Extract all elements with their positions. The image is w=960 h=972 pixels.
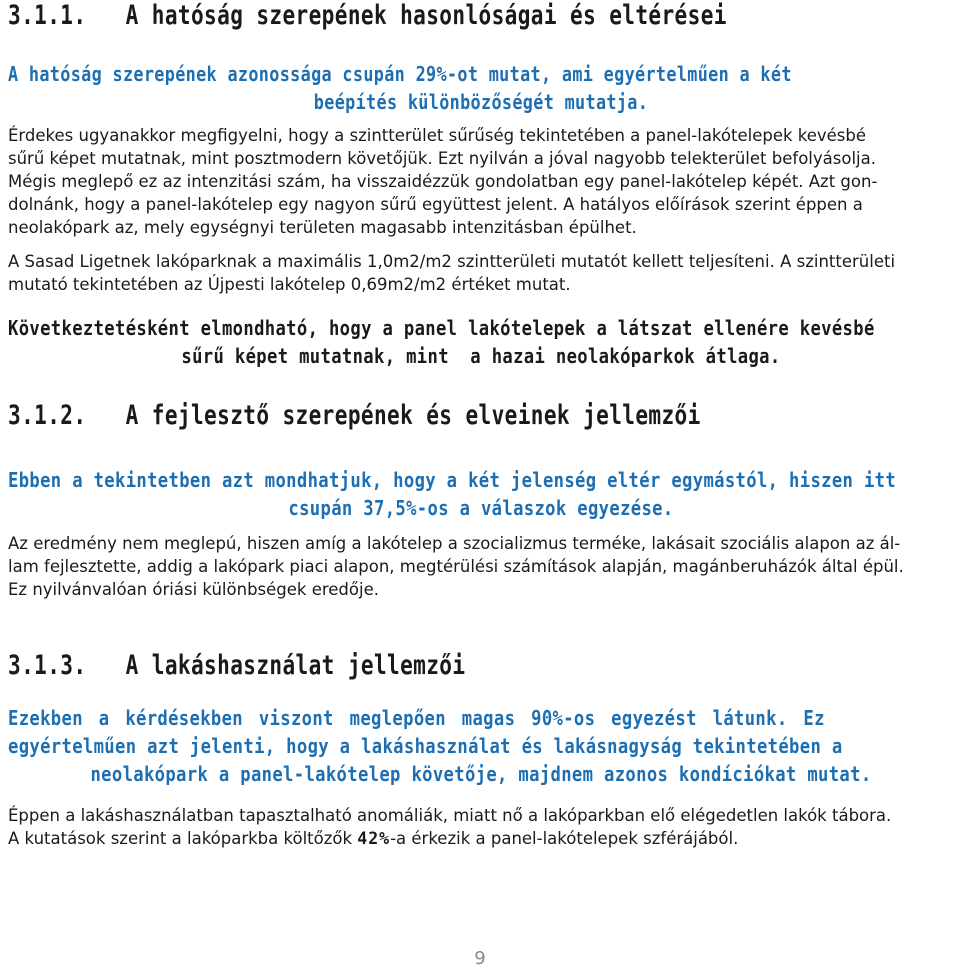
highlight-statement xyxy=(8,466,954,522)
highlight-line: Ezekben a kérdésekben viszont meglepően magas 90%-os egyezést látunk. Ez xyxy=(8,706,825,730)
body-line: dolnánk, hogy a panel-lakótelep egy nagyon sűrű együttest jelent. A hatályos előírások szerint éppen a xyxy=(8,195,863,214)
body-paragraph xyxy=(8,804,954,850)
highlight-statement xyxy=(8,60,954,116)
body-paragraph xyxy=(8,124,954,239)
highlight-line: Ebben a tekintetben azt mondhatjuk, hogy a két jelenség eltér egymástól, hiszen itt xyxy=(8,468,897,492)
section-title: A lakáshasználat jellemzői xyxy=(125,650,466,681)
body-line: Érdekes ugyanakkor megfigyelni, hogy a szintterület sűrűség tekintetében a panel-lakótelepek kevésbé xyxy=(8,126,867,145)
body-line: lam fejlesztette, addig a lakópark piaci alapon, megtérülési számítások alapján, magánberuházók által épül. xyxy=(8,557,904,576)
body-line: Éppen a lakáshasználatban tapasztalható anomáliák, miatt nő a lakóparkban elő elégedetlen lakók tábora. xyxy=(8,806,892,825)
body-paragraph xyxy=(8,250,954,296)
section-heading-3-1-2 xyxy=(8,400,701,431)
section-number: 3.1.2. xyxy=(8,400,87,431)
highlight-line: egyértelműen azt jelenti, hogy a lakáshasználat és lakásnagyság tekintetében a xyxy=(8,734,843,758)
body-line: Mégis meglepő ez az intenzitási szám, ha visszaidézzük gondolatban egy panel-lakótelep képét. Azt gon- xyxy=(8,172,878,191)
body-line: Ez nyilvánvalóan óriási különbségek eredője. xyxy=(8,580,379,599)
page-number: 9 xyxy=(474,948,486,969)
highlight-line: neolakópark a panel-lakótelep követője, majdnem azonos kondíciókat mutat. xyxy=(90,762,872,786)
section-title: A hatóság szerepének hasonlóságai és eltérései xyxy=(125,0,727,31)
conclusion-line: sűrű képet mutatnak, mint a hazai neolakóparkok átlaga. xyxy=(181,344,781,368)
body-line: A Sasad Ligetnek lakóparknak a maximális 1,0m2/m2 szintterületi mutatót kellett teljesíteni. A szintterületi xyxy=(8,252,896,271)
emphasis-percentage: 42% xyxy=(357,829,391,848)
highlight-line: csupán 37,5%-os a válaszok egyezése. xyxy=(288,496,674,520)
body-line: neolakópark az, mely egységnyi területen magasabb intenzitásban épülhet. xyxy=(8,218,637,237)
section-number: 3.1.3. xyxy=(8,650,87,681)
body-line: Az eredmény nem meglepú, hiszen amíg a lakótelep a szocializmus terméke, lakásait szociális alapon az ál- xyxy=(8,534,901,553)
highlight-line: A hatóság szerepének azonossága csupán 29%-ot mutat, ami egyértelműen a két xyxy=(8,62,792,86)
highlight-line: beépítés különbözőségét mutatja. xyxy=(313,90,649,114)
body-line xyxy=(8,827,954,850)
section-title: A fejlesztő szerepének és elveinek jellemzői xyxy=(125,400,701,431)
body-line: mutató tekintetében az Újpesti lakótelep 0,69m2/m2 értéket mutat. xyxy=(8,275,571,294)
conclusion-statement xyxy=(8,314,954,370)
section-heading-3-1-1 xyxy=(8,0,727,31)
body-text: -a érkezik a panel-lakótelepek szférájából. xyxy=(390,829,739,848)
body-text: A kutatások szerint a lakóparkba költőzők xyxy=(8,829,358,848)
highlight-statement xyxy=(8,704,954,788)
body-line: sűrű képet mutatnak, mint posztmodern követőjük. Ezt nyilván a jóval nagyobb telekterület befolyásolja. xyxy=(8,149,876,168)
section-heading-3-1-3 xyxy=(8,650,465,681)
conclusion-line: Következtetésként elmondható, hogy a panel lakótelepek a látszat ellenére kevésbé xyxy=(8,316,875,340)
section-number: 3.1.1. xyxy=(8,0,87,31)
body-paragraph xyxy=(8,532,954,601)
